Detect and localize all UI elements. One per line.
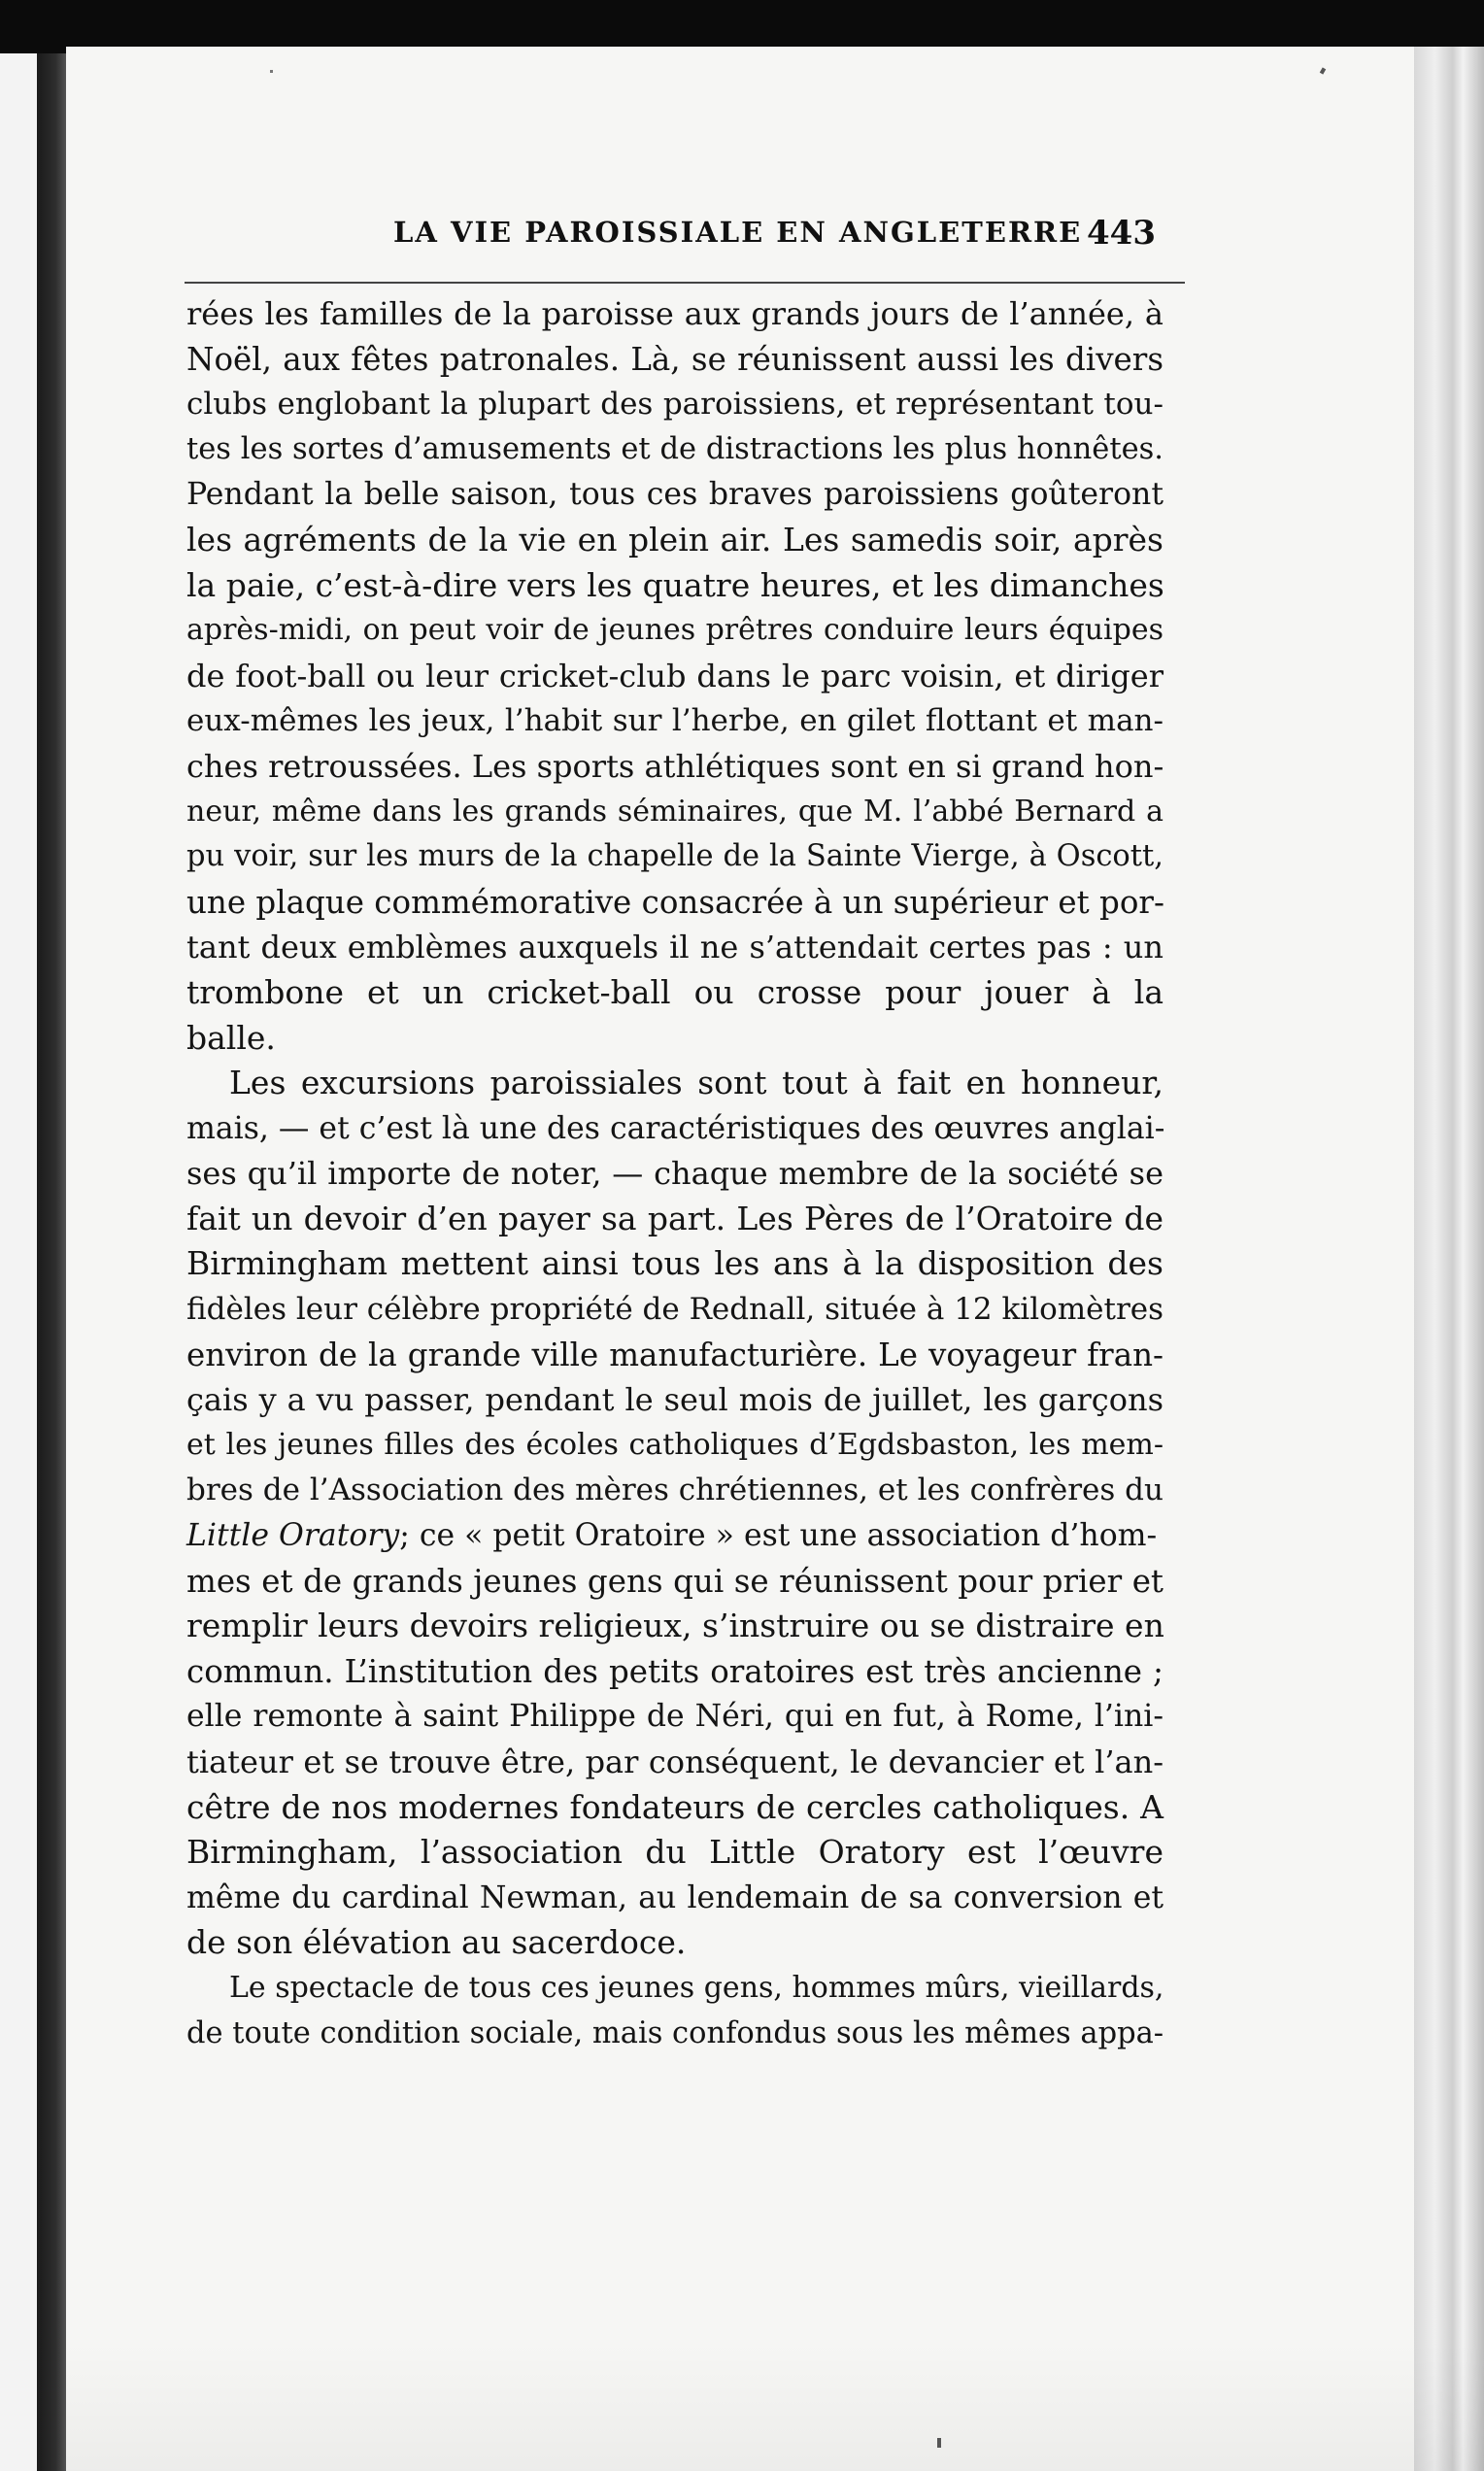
- text-line: la paie, c’est-à-dire vers les quatre heures, et les dimanches: [186, 565, 1164, 604]
- text-line: mais, — et c’est là une des caractéristiques des œuvres anglai-: [186, 1110, 1165, 1146]
- text-line: clubs englobant la plupart des paroissiens, et représentant tou-: [186, 387, 1164, 423]
- text-line: tant deux emblèmes auxquels il ne s’attendait certes pas : un: [186, 929, 1164, 966]
- paragraph-start-line: Les excursions paroissiales sont tout à fait en honneur,: [229, 1064, 1164, 1102]
- text-line: Birmingham, l’association du Little Oratory est l’œuvre: [186, 1833, 1164, 1872]
- text-line: les agréments de la vie en plein air. Les samedis soir, après: [186, 520, 1164, 559]
- text-line: une plaque commémorative consacrée à un supérieur et por-: [186, 883, 1164, 921]
- text-line: et les jeunes filles des écoles catholiques d’Egdsbaston, les mem-: [186, 1427, 1164, 1462]
- scan-speck: [270, 70, 273, 73]
- text-line: ses qu’il importe de noter, — chaque membre de la société se: [186, 1155, 1164, 1193]
- text-line: commun. L’institution des petits oratoires est très ancienne ;: [186, 1652, 1164, 1690]
- text-line: même du cardinal Newman, au lendemain de sa conversion et: [186, 1879, 1164, 1915]
- page-number: 443: [1087, 214, 1156, 253]
- scan-speck: [937, 2438, 941, 2448]
- text-line: Birmingham mettent ainsi tous les ans à la disposition des: [186, 1244, 1164, 1283]
- text-line: après-midi, on peut voir de jeunes prêtres conduire leurs équipes: [186, 613, 1164, 648]
- text-line-with-italic: [186, 1513, 1164, 1559]
- text-line: environ de la grande ville manufacturière. Le voyageur fran-: [186, 1336, 1164, 1373]
- text-line: Pendant la belle saison, tous ces braves paroissiens goûteront: [186, 477, 1164, 513]
- text-line: çais y a vu passer, pendant le seul mois de juillet, les garçons: [186, 1381, 1164, 1419]
- text-line: cêtre de nos modernes fondateurs de cercles catholiques. A: [186, 1787, 1164, 1826]
- text-line: de foot-ball ou leur cricket-club dans le parc voisin, et diriger: [186, 657, 1164, 694]
- paragraph-start-line: Le spectacle de tous ces jeunes gens, hommes mûrs, vieillards,: [229, 1970, 1164, 2005]
- text-line: fait un devoir d’en payer sa part. Les Pères de l’Oratoire de: [186, 1199, 1164, 1237]
- text-line: ches retroussées. Les sports athlétiques sont en si grand hon-: [186, 747, 1164, 785]
- header-rule: [185, 282, 1185, 284]
- body-text: [186, 291, 1164, 2056]
- binding-shadow: [37, 53, 68, 2471]
- text-line: eux-mêmes les jeux, l’habit sur l’herbe, en gilet flottant et man-: [186, 703, 1164, 739]
- running-title: LA VIE PAROISSIALE EN ANGLETERRE: [393, 216, 1083, 249]
- text-line: tes les sortes d’amusements et de distractions les plus honnêtes.: [186, 431, 1164, 466]
- page-shading: [66, 2341, 1484, 2471]
- left-page-edge: [0, 53, 37, 2471]
- text-line: tiateur et se trouve être, par conséquent, le devancier et l’an-: [186, 1743, 1164, 1780]
- text-line: neur, même dans les grands séminaires, que M. l’abbé Bernard a: [186, 794, 1164, 829]
- text-line: mes et de grands jeunes gens qui se réunissent pour prier et: [186, 1562, 1164, 1600]
- text-line: balle.: [186, 1018, 276, 1057]
- text-line: trombone et un cricket-ball ou crosse pour jouer à la: [186, 972, 1164, 1011]
- page-stack-edge: [1414, 47, 1484, 2471]
- text-line: de son élévation au sacerdoce.: [186, 1923, 687, 1962]
- text-line: Noël, aux fêtes patronales. Là, se réunissent aussi les divers: [186, 340, 1164, 378]
- text-line: elle remonte à saint Philippe de Néri, qui en fut, à Rome, l’ini-: [186, 1699, 1164, 1735]
- text-line: remplir leurs devoirs religieux, s’instruire ou se distraire en: [186, 1607, 1164, 1645]
- text-line: bres de l’Association des mères chrétiennes, et les confrères du: [186, 1472, 1164, 1508]
- text-line: fidèles leur célèbre propriété de Rednall, située à 12 kilomètres: [186, 1292, 1164, 1328]
- text-line: pu voir, sur les murs de la chapelle de la Sainte Vierge, à Oscott,: [186, 839, 1164, 874]
- text-line: rées les familles de la paroisse aux grands jours de l’année, à: [186, 295, 1164, 332]
- italic-title: Little Oratory: [186, 1518, 400, 1554]
- running-head: [185, 216, 1156, 264]
- text-fragment: ; ce « petit Oratoire » est une association d’hom-: [399, 1518, 1158, 1554]
- text-line: de toute condition sociale, mais confondus sous les mêmes appa-: [186, 2015, 1164, 2050]
